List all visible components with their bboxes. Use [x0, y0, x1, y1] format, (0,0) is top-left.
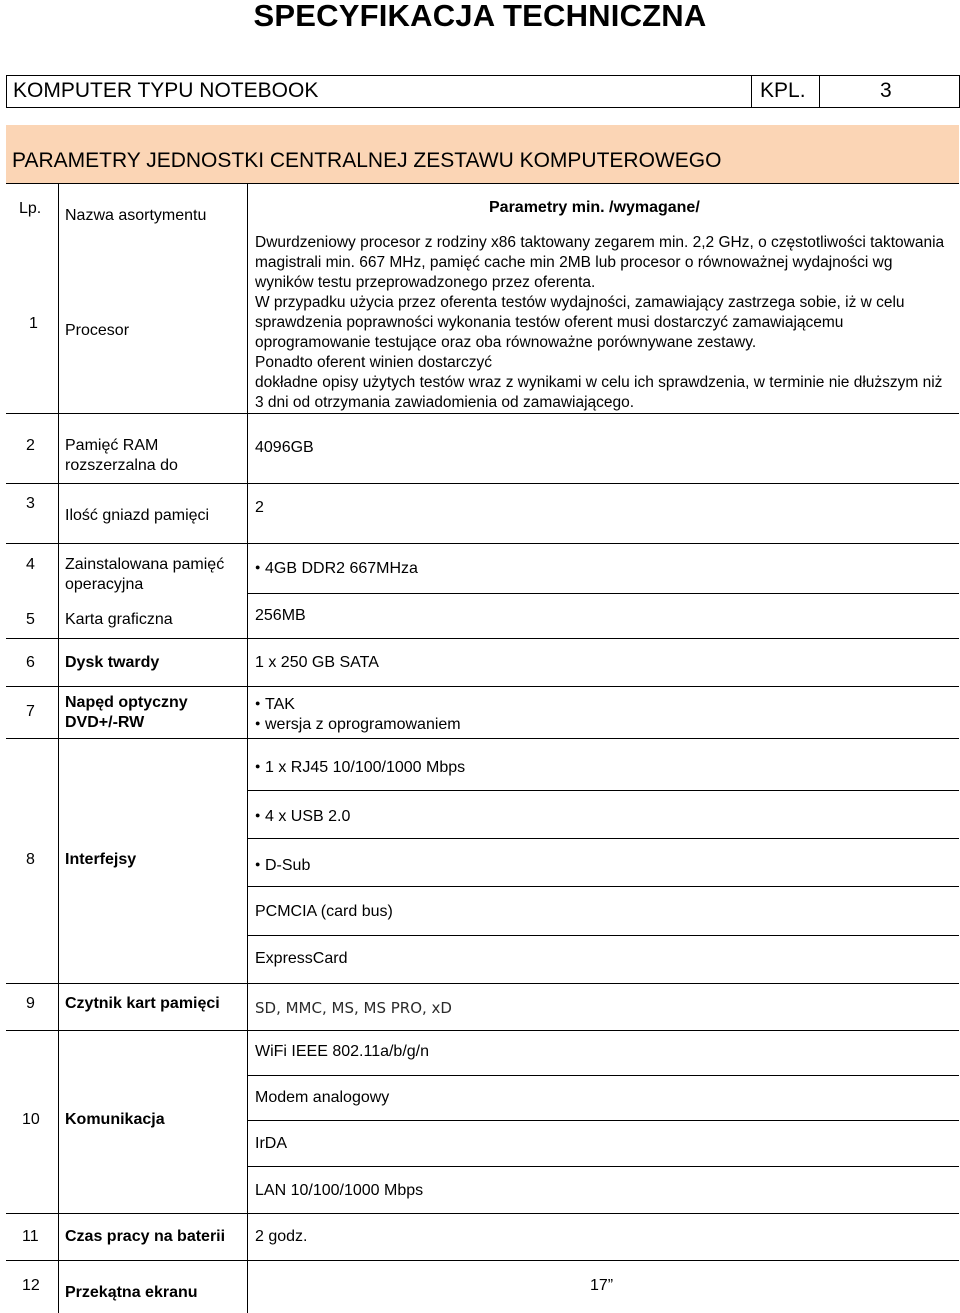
- row-separator: [247, 1120, 959, 1121]
- row-lp: 2: [26, 437, 35, 454]
- param-bullet-item: ● TAK: [255, 693, 295, 715]
- document-title: SPECYFIKACJA TECHNICZNA: [253, 0, 707, 33]
- row-name: Czytnik kart pamięci: [65, 995, 220, 1012]
- row-name: Karta graficzna: [65, 611, 173, 628]
- row-separator: [247, 838, 959, 839]
- column-header-params: Parametry min. /wymagane/: [489, 199, 700, 216]
- section-title: PARAMETRY JEDNOSTKI CENTRALNEJ ZESTAWU KOMPUTEROWEGO: [12, 149, 722, 172]
- item-unit: KPL.: [760, 79, 806, 102]
- row-separator: [247, 886, 959, 887]
- param-text: 256MB: [255, 607, 306, 624]
- param-text: 4096GB: [255, 439, 314, 456]
- row-name: Czas pracy na baterii: [65, 1228, 226, 1245]
- row-lp: 3: [26, 495, 35, 512]
- column-header-name: Nazwa asortymentu: [65, 207, 207, 224]
- param-text: 1 x 250 GB SATA: [255, 654, 379, 671]
- row-lp: 8: [26, 851, 35, 868]
- item-quantity: 3: [880, 79, 892, 102]
- row-name: Procesor: [65, 322, 130, 339]
- row-separator: [6, 1260, 959, 1261]
- row-lp: 9: [26, 995, 35, 1012]
- row-name: Komunikacja: [65, 1111, 165, 1128]
- page-number: 17”: [590, 1277, 614, 1294]
- row-name: Ilość gniazd pamięci: [65, 507, 210, 524]
- row-lp: 1: [29, 315, 38, 332]
- row-name: Dysk twardy: [65, 654, 160, 671]
- row-separator: [6, 413, 959, 414]
- row-name: Przekątna ekranu: [65, 1284, 198, 1301]
- param-text: Dwurdzeniowy procesor z rodziny x86 taktowany zegarem min. 2,2 GHz, o częstotliwości taktowania magistrali min. 667 MHz, pamięć cache min 2MB lub procesor o równoważnej wydajności wg wyników testu przeprowadzonego przez oferenta.: [255, 234, 945, 291]
- row-name: Interfejsy: [65, 851, 137, 868]
- param-text: PCMCIA (card bus): [255, 903, 393, 920]
- param-text: SD, MMC, MS, MS PRO, xD: [255, 999, 452, 1017]
- row-lp: 11: [22, 1228, 39, 1245]
- row-separator: [6, 1030, 959, 1031]
- row-separator: [6, 543, 959, 544]
- table-border: [247, 183, 248, 1313]
- row-separator: [247, 593, 959, 594]
- row-name: Zainstalowana pamięć operacyjna: [65, 556, 225, 593]
- row-separator: [6, 1213, 959, 1214]
- param-bullet-item: ● D-Sub: [255, 854, 310, 876]
- row-separator: [6, 686, 959, 687]
- param-text: dokładne opisy użytych testów wraz z wynikami w celu ich sprawdzenia, w terminie nie dłuższym niż 3 dni od otrzymania zawiadomienia od zamawiającego.: [255, 374, 943, 411]
- param-bullet-item: ● 1 x RJ45 10/100/1000 Mbps: [255, 756, 465, 778]
- param-text: IrDA: [255, 1135, 287, 1152]
- param-text: ExpressCard: [255, 950, 348, 967]
- param-bullet-item: ● 4 x USB 2.0: [255, 805, 350, 827]
- row-lp: 12: [22, 1277, 40, 1294]
- row-separator: [6, 983, 959, 984]
- row-separator: [247, 1075, 959, 1076]
- row-lp: 5: [26, 611, 35, 628]
- table-border: [58, 183, 59, 1313]
- param-text: WiFi IEEE 802.11a/b/g/n: [255, 1043, 430, 1060]
- param-text: 2 godz.: [255, 1228, 308, 1245]
- row-separator: [247, 935, 959, 936]
- row-lp: 6: [26, 654, 35, 671]
- param-text: LAN 10/100/1000 Mbps: [255, 1182, 424, 1199]
- row-separator: [247, 1166, 959, 1167]
- table-border: [6, 183, 959, 184]
- item-name: KOMPUTER TYPU NOTEBOOK: [13, 79, 319, 102]
- param-text: 2: [255, 499, 264, 516]
- row-lp: 4: [26, 556, 35, 573]
- row-separator: [6, 738, 959, 739]
- row-name: Napęd optyczny DVD+/-RW: [65, 694, 188, 731]
- column-header-lp: Lp.: [19, 200, 42, 217]
- row-separator: [247, 790, 959, 791]
- header-divider: [819, 75, 820, 108]
- row-separator: [6, 483, 959, 484]
- row-lp: 7: [26, 703, 35, 720]
- row-name: Pamięć RAM rozszerzalna do: [65, 437, 178, 474]
- header-divider: [751, 75, 752, 108]
- param-bullet-item: ● wersja z oprogramowaniem: [255, 713, 461, 735]
- row-lp: 10: [22, 1111, 40, 1128]
- row-separator: [6, 638, 959, 639]
- param-text: Modem analogowy: [255, 1089, 390, 1106]
- param-bullet-item: ● 4GB DDR2 667MHza: [255, 557, 418, 579]
- row-params: [255, 233, 955, 413]
- param-text: Ponadto oferent winien dostarczyć: [255, 354, 492, 371]
- param-text: W przypadku użycia przez oferenta testów wydajności, zamawiający zastrzega sobie, iż w celu sprawdzenia poprawności wykonania testów oferent musi dostarczyć zamawiającemu oprogramowanie testujące oraz oba równoważne porównywane zestawy.: [255, 294, 905, 351]
